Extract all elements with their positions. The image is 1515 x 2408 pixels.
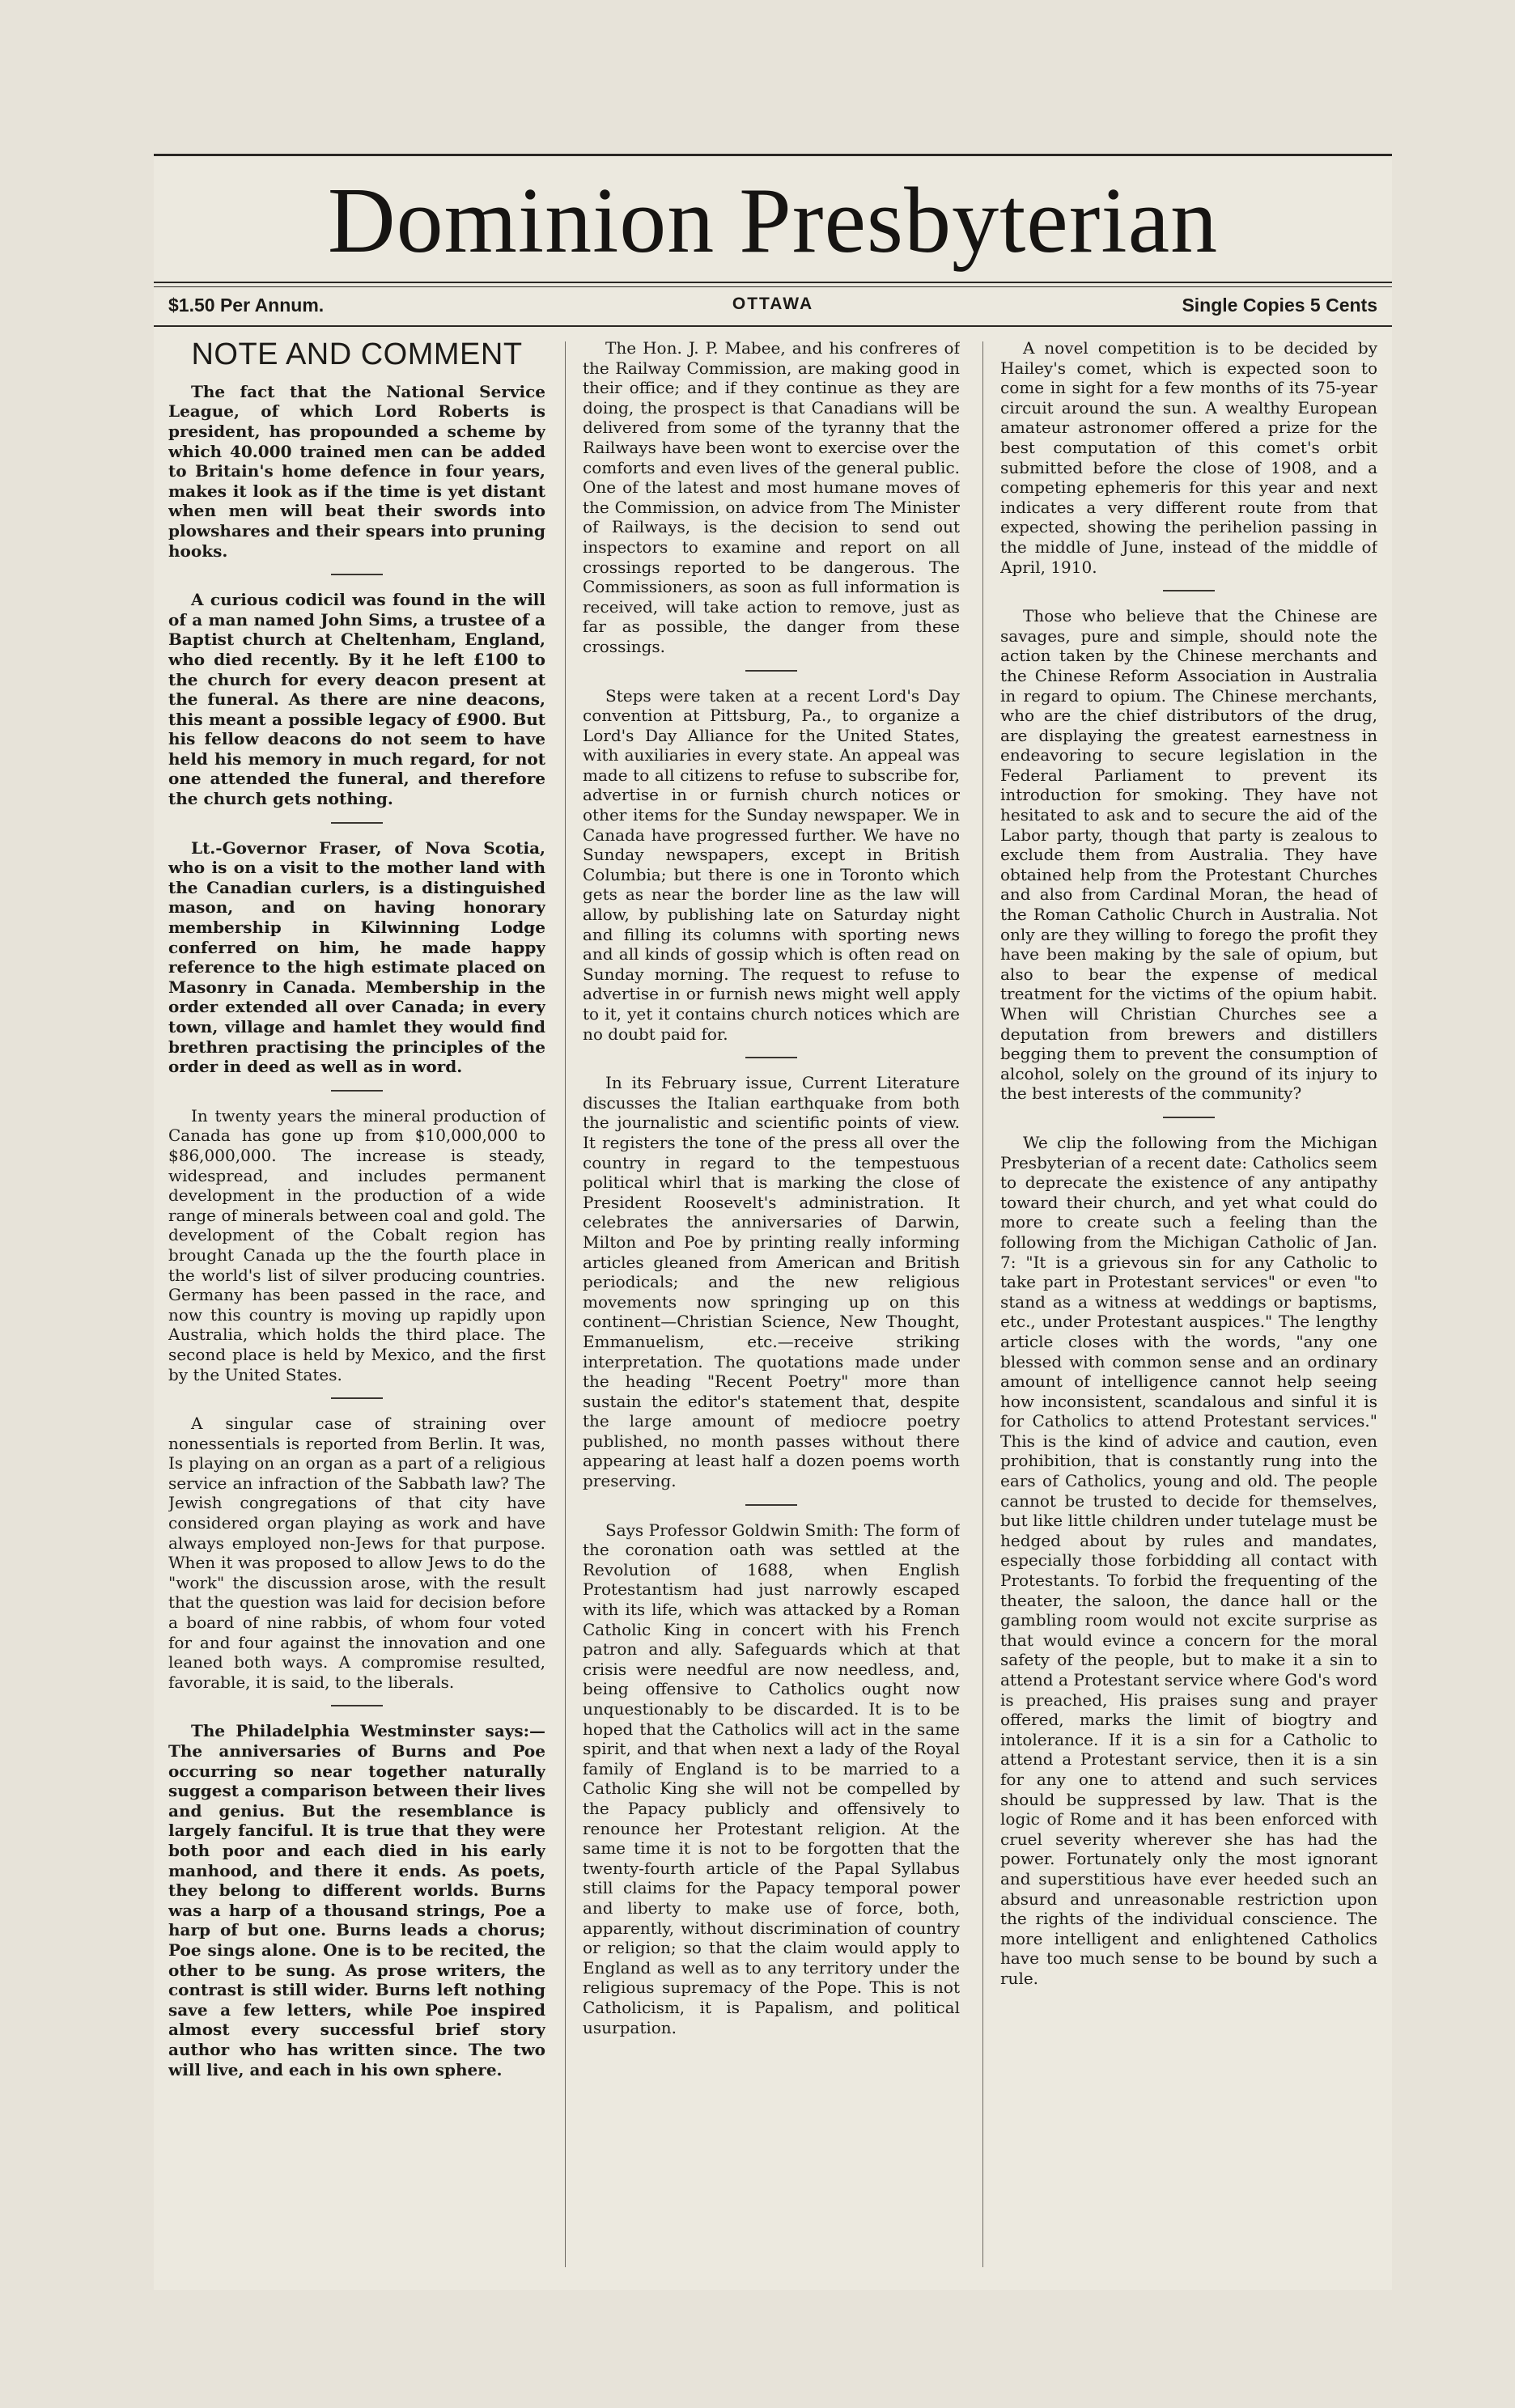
single-copy-price: Single Copies 5 Cents bbox=[1182, 295, 1377, 316]
article-separator bbox=[331, 1705, 383, 1706]
article-separator bbox=[1163, 1117, 1215, 1118]
section-heading: NOTE AND COMMENT bbox=[191, 338, 523, 371]
column-2 bbox=[583, 338, 960, 2272]
article-separator bbox=[745, 1057, 797, 1058]
article-paragraph: In its February issue, Current Literature discusses the Italian earthquake from both the journalistic and scientific points of view. It registers the tone of the press all over the country in regard to the tempestuous political whirl that is marking the close of President Roosevelt's administration. It celebrates the anniversaries of Darwin, Milton and Poe by printing really informing articles gleaned from American and British periodicals; and the new religious movements now springing up on this continent—Christian Science, New Thought, Emmanuelism, etc.—receive striking interpretation. The quotations made under the heading "Recent Poetry" more than sustain the editor's statement that, despite the large amount of mediocre poetry published, no month passes without there appearing at least half a dozen poems worth preserving. bbox=[583, 1073, 960, 1491]
article-separator bbox=[331, 574, 383, 575]
article-paragraph: The Hon. J. P. Mabee, and his confreres of the Railway Commission, are making good in their office; and if they continue as they are doing, the prospect is that Canadians will be delivered from some of the tyranny that the Railways have been wont to exercise over the comforts and even lives of the general public. One of the latest and most humane moves of the Commission, on advice from The Minister of Railways, is the decision to send out inspectors to examine and report on all crossings reported to be dangerous. The Commissioners, as soon as full information is received, will take action to remove, just as far as possible, the danger from these crossings. bbox=[583, 338, 960, 656]
masthead-info-bar bbox=[168, 295, 1377, 324]
article-paragraph: The fact that the National Service League, of which Lord Roberts is president, has propounded a scheme by which 40.000 trained men can be added to Britain's home defence in four years, makes it look as if the time is yet distant when men will beat their swords into plowshares and their spears into pruning hooks. bbox=[168, 381, 545, 561]
article-paragraph: Steps were taken at a recent Lord's Day convention at Pittsburg, Pa., to organize a Lord's Day Alliance for the United States, with auxiliaries in every state. An appeal was made to all citizens to refuse to subscribe for, advertise in or furnish church notices or other items for the Sunday newspaper. We in Canada have progressed further. We have no Sunday newspapers, except in British Columbia; but there is one in Toronto which gets as near the border line as the law will allow, by publishing late on Saturday night and filling its columns with sporting news and all kinds of gossip which is often read on Sunday morning. The request to refuse to advertise in or furnish news might well apply to it, yet it contains church notices which are no doubt paid for. bbox=[583, 685, 960, 1044]
article-separator bbox=[745, 670, 797, 672]
masthead-rule bbox=[154, 282, 1392, 283]
masthead-rule-thin bbox=[154, 286, 1392, 287]
article-paragraph: A curious codicil was found in the will of a man named John Sims, a trustee of a Baptist church at Cheltenham, England, who died recently. By it he left £100 to the church for every deacon present at the funeral. As there are nine deacons, this meant a possible legacy of £900. But his fellow deacons do not seem to have held his memory in much regard, for not one attended the funeral, and therefore the church gets nothing. bbox=[168, 590, 545, 809]
article-paragraph: Says Professor Goldwin Smith: The form of the coronation oath was settled at the Revolution of 1688, when English Protestantism had just narrowly escaped with its life, which was attacked by a Roman Catholic King in concert with his French patron and ally. Safeguards which at that crisis were needful are now needless, and, being offensive to Catholics ought now unquestionably to be discarded. It is to be hoped that the Catholics will act in the same spirit, and that when next a lady of the Royal family of England is to be married to a Catholic King she will not be compelled by the Papacy publicly and offensively to renounce her Protestant religion. At the same time it is not to be forgotten that the twenty-fourth article of the Papal Syllabus still claims for the Papacy temporal power and liberty to make use of force, both, apparently, without discrimination of country or religion; so that the claim would apply to England as well as to any territory under the religious supremacy of the Pope. This is not Catholicism, it is Papalism, and political usurpation. bbox=[583, 1520, 960, 2037]
article-paragraph: The Philadelphia Westminster says:— The anniversaries of Burns and Poe occurring so near together naturally suggest a comparison between their lives and genius. But the resemblance is largely fanciful. It is true that they were both poor and each died in his early manhood, and there it ends. As poets, they belong to different worlds. Burns was a harp of a thousand strings, Poe a harp of but one. Burns leads a chorus; Poe sings alone. One is to be recited, the other to be sung. As prose writers, the contrast is still wider. Burns left nothing save a few letters, while Poe inspired almost every successful brief story author who has written since. The two will live, and each in his own sphere. bbox=[168, 1721, 545, 2079]
column-divider bbox=[565, 341, 566, 2267]
column-divider bbox=[982, 341, 983, 2267]
article-paragraph: Lt.-Governor Fraser, of Nova Scotia, who is on a visit to the mother land with the Canadian curlers, is a distinguished mason, and on having honorary membership in Kilwinning Lodge conferred on him, he made happy reference to the high estimate placed on Masonry in Canada. Membership in the order extended all over Canada; in every town, village and hamlet they would find brethren practising the principles of the order in deed as well as in word. bbox=[168, 837, 545, 1077]
article-paragraph: Those who believe that the Chinese are savages, pure and simple, should note the action taken by the Chinese merchants and the Chinese Reform Association in Australia in regard to opium. The Chinese merchants, who are the chief distributors of the drug, are displaying the greatest earnestness in endeavoring to secure legislation in the Federal Parliament to prevent its introduction for smoking. They have not hesitated to ask and to secure the aid of the Labor party, though that party is zealous to exclude them from Australia. They have obtained help from the Protestant Churches and also from Cardinal Moran, the head of the Roman Catholic Church in Australia. Not only are they willing to forego the profit they have been making by the sale of opium, but also to bear the expense of medical treatment for the victims of the opium habit. When will Christian Churches see a deputation from brewers and distillers begging them to prevent the consumption of alcohol, solely on the ground of its injury to the best interests of the community? bbox=[1000, 606, 1377, 1104]
column-1 bbox=[168, 338, 545, 2272]
article-paragraph: In twenty years the mineral production of Canada has gone up from $10,000,000 to $86,000,000. The increase is steady, widespread, and includes permanent development in the production of a wide range of minerals between coal and gold. The development of the Cobalt region has brought Canada up the the fourth place in the world's list of silver producing countries. Germany has been passed in the race, and now this country is moving up rapidly upon Australia, which holds the third place. The second place is held by Mexico, and the first by the United States. bbox=[168, 1105, 545, 1384]
masthead-title: Dominion Presbyterian bbox=[327, 169, 1219, 273]
info-bar-rule bbox=[154, 325, 1392, 327]
article-paragraph: A novel competition is to be decided by Hailey's comet, which is expected soon to come in sight for a few months of its 75-year circuit around the sun. A wealthy European amateur astronomer offered a prize for the best computation of this comet's orbit submitted before the close of 1908, and a competing ephemeris for this year and next indicates a very different route from that expected, showing the perihelion passing in the middle of June, instead of the middle of April, 1910. bbox=[1000, 338, 1377, 577]
article-separator bbox=[331, 822, 383, 824]
article-separator bbox=[1163, 590, 1215, 591]
article-separator bbox=[331, 1397, 383, 1399]
city-label: OTTAWA bbox=[732, 295, 814, 313]
article-separator bbox=[331, 1090, 383, 1092]
newspaper-page bbox=[154, 154, 1392, 2290]
masthead-top-rule bbox=[154, 154, 1392, 156]
article-paragraph: We clip the following from the Michigan Presbyterian of a recent date: Catholics seem to deprecate the existence of any antipathy toward their church, and yet what could do more to create such a feeling than the following from the Michigan Catholic of Jan. 7: "It is a grievous sin for any Catholic to take part in Protestant services" or even "to stand as a witness at weddings or baptisms, etc., under Protestant auspices." The lengthy article closes with the words, "any one blessed with common sense and an ordinary amount of intelligence cannot help seeing how inconsistent, scandalous and sinful it is for Catholics to attend Protestant services." This is the kind of advice and caution, even prohibition, that is constantly rung into the ears of Catholics, young and old. The people cannot be trusted to decide for themselves, but like little children under tutelage must be hedged about by rules and mandates, especially those forbidding all contact with Protestants. To forbid the frequenting of the theater, the saloon, the dance hall or the gambling room would not excite surprise as that would evince a concern for the moral safety of the people, but to make it a sin to attend a Protestant service where God's word is preached, His praises sung and prayer offered, marks the limit of biogtry and intolerance. If it is a sin for a Catholic to attend a Protestant service, then it is a sin for any one to attend and such services should be suppressed by law. That is the logic of Rome and it has been enforced with cruel severity wherever she has had the power. Fortunately only the most ignorant and superstitious have ever heeded such an absurd and unreasonable restriction upon the rights of the individual conscience. The more intelligent and enlightened Catholics have too much sense to be bound by such a rule. bbox=[1000, 1132, 1377, 1988]
column-3 bbox=[1000, 338, 1377, 2272]
subscription-price: $1.50 Per Annum. bbox=[168, 295, 325, 316]
article-separator bbox=[745, 1504, 797, 1506]
article-paragraph: A singular case of straining over nonessentials is reported from Berlin. It was, Is playing on an organ as a part of a religious service an infraction of the Sabbath law? The Jewish congregations of that city have considered organ playing as work and have always employed non-Jews for that purpose. When it was proposed to allow Jews to do the "work" the discussion arose, with the result that the question was laid for decision before a board of nine rabbis, of whom four voted for and four against the innovation and one leaned both ways. A compromise resulted, favorable, it is said, to the liberals. bbox=[168, 1414, 545, 1692]
